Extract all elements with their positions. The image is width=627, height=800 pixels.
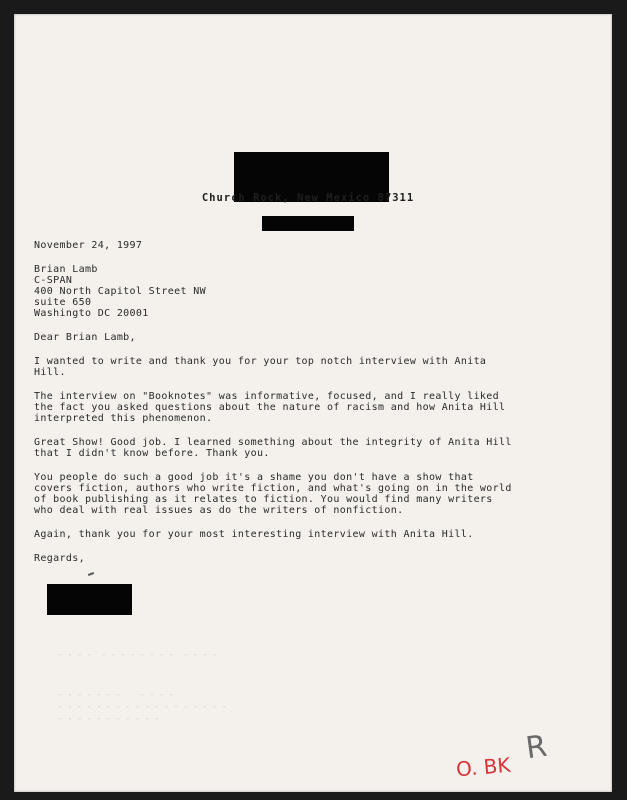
bleed-through-text: - - - - - - - - - - - (58, 714, 160, 723)
paragraph-line: Hill. (34, 367, 66, 378)
redacted-letterhead-line (262, 216, 354, 231)
red-handwritten-mark: O. BK (455, 752, 512, 782)
recipient-street: 400 North Capitol Street NW (34, 286, 207, 297)
bleed-through-text: - - - - - - - - - - - - - - - - - - (58, 702, 227, 711)
paragraph-line: covers fiction, authors who write fiction, and what's going on in the world (34, 483, 512, 494)
paragraph-line: Great Show! Good job. I learned something about the integrity of Anita Hill (34, 437, 512, 448)
paragraph-line: of book publishing as it relates to fiction. You would find many writers (34, 494, 493, 505)
salutation: Dear Brian Lamb, (34, 332, 136, 343)
recipient-name: Brian Lamb (34, 264, 98, 275)
recipient-org: C-SPAN (34, 275, 73, 286)
redacted-signature (47, 584, 132, 615)
recipient-city: Washingto DC 20001 (34, 308, 149, 319)
paragraph-line: who deal with real issues as do the writers of nonfiction. (34, 505, 404, 516)
paragraph-line: that I didn't know before. Thank you. (34, 448, 270, 459)
closing: Regards, (34, 553, 85, 564)
recipient-suite: suite 650 (34, 297, 92, 308)
paragraph-line: interpreted this phenomenon. (34, 413, 213, 424)
pencil-handwritten-mark: R (523, 728, 550, 767)
paragraph-line: You people do such a good job it's a shame you don't have a show that (34, 472, 474, 483)
paragraph-line: Again, thank you for your most interesting interview with Anita Hill. (34, 529, 474, 540)
letterhead-city-line: Church Rock, New Mexico 87311 (201, 192, 415, 204)
letter-date: November 24, 1997 (34, 240, 143, 251)
paragraph-line: The interview on "Booknotes" was informative, focused, and I really liked (34, 391, 500, 402)
bleed-through-text: - - - - - - - - - - - - - - - - (58, 650, 217, 659)
bleed-through-text: - - - - - - - - - - - (58, 690, 174, 699)
paragraph-line: I wanted to write and thank you for your top notch interview with Anita (34, 356, 487, 367)
paragraph-line: the fact you asked questions about the nature of racism and how Anita Hill (34, 402, 506, 413)
